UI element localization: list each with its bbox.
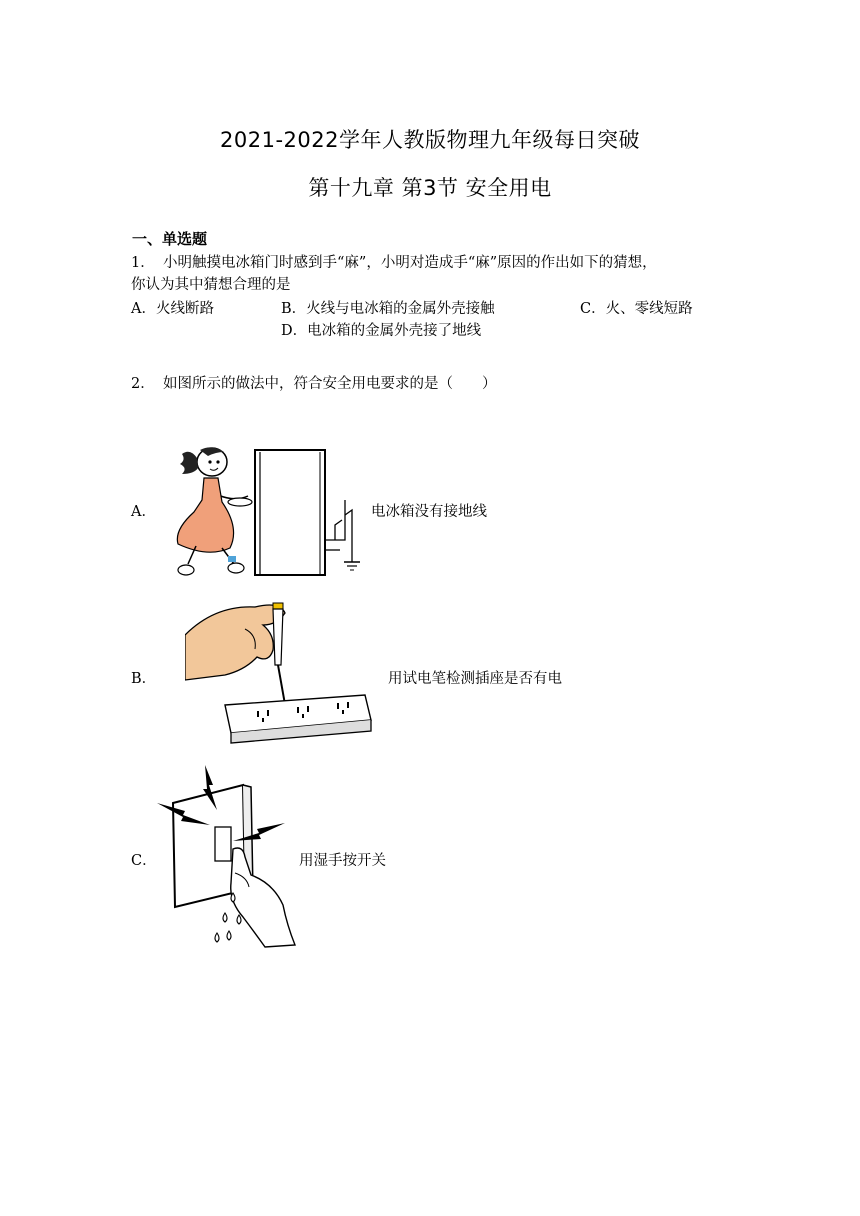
q2-number: 2． (131, 376, 155, 392)
q1-option-b-label: B． (281, 301, 307, 317)
document-title: 2021-2022学年人教版物理九年级每日突破 (220, 128, 640, 152)
q1-option-b[interactable] (281, 297, 495, 318)
q1-option-b-text: 火线与电冰箱的金属外壳接触 (306, 301, 495, 317)
q1-option-c-label: C． (580, 301, 606, 317)
q1-option-d-label: D． (281, 323, 308, 339)
q2-option-c-label[interactable]: C． (131, 853, 157, 869)
q1-option-a-label: A． (131, 301, 156, 317)
q1-option-c-text: 火、零线短路 (605, 301, 693, 317)
section-heading: 一、单选题 (132, 230, 208, 248)
q1-stem-line2: 你认为其中猜想合理的是 (131, 277, 291, 293)
q2-option-a-caption: 电冰箱没有接地线 (371, 504, 487, 520)
q1-stem-line1: 小明触摸电冰箱门时感到手“麻”，小明对造成手“麻”原因的作出如下的猜想， (163, 255, 657, 271)
q1-option-c[interactable] (580, 297, 693, 318)
wet-hand-switch-illustration (155, 765, 300, 950)
q1-option-a-text: 火线断路 (155, 301, 214, 317)
q1-option-a[interactable] (131, 297, 214, 318)
fridge-girl-illustration (160, 440, 370, 580)
q2-option-b-label[interactable]: B． (131, 671, 157, 687)
q1-number: 1． (131, 255, 155, 271)
q2-option-b-caption: 用试电笔检测插座是否有电 (388, 671, 562, 687)
q1-option-d-text: 电冰箱的金属外壳接了地线 (307, 323, 482, 339)
q2-option-a-label[interactable]: A． (131, 504, 156, 520)
q2-option-c-caption: 用湿手按开关 (299, 853, 386, 869)
document-subtitle: 第十九章 第3节 安全用电 (308, 176, 552, 200)
q2-stem: 如图所示的做法中，符合安全用电要求的是（ ） (163, 376, 497, 392)
test-pen-socket-illustration (185, 595, 375, 765)
q1-option-d[interactable] (281, 319, 481, 340)
